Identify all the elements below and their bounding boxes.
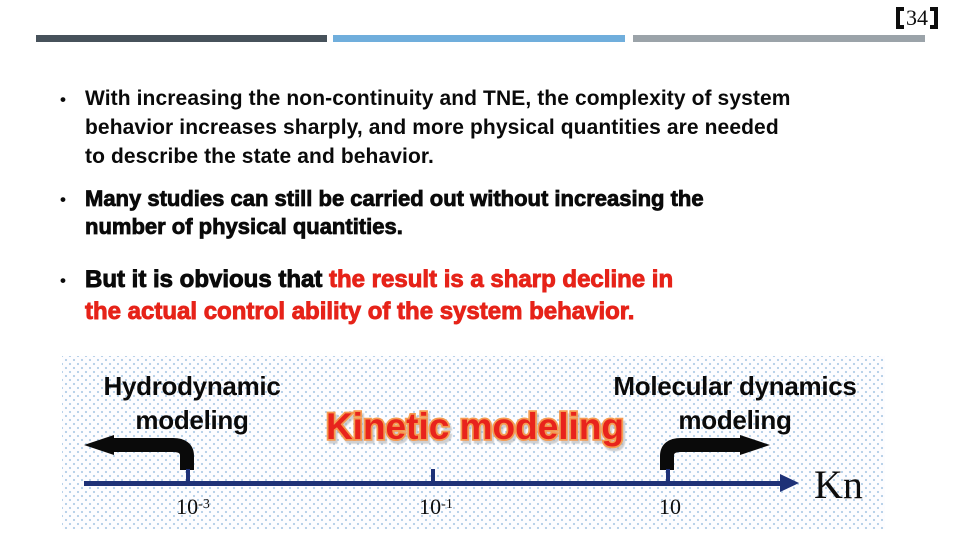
bullet-2-line-2: number of physical quantities. — [85, 214, 403, 239]
bullet-item-3 — [60, 264, 905, 328]
kn-axis-label: Kn — [814, 462, 863, 507]
tick-3-base: 10 — [659, 494, 681, 519]
tick-2-base: 10 — [419, 494, 442, 519]
axis-tick-3 — [666, 469, 670, 483]
curved-arrow-left-icon — [82, 433, 200, 470]
tick-1-exponent: -3 — [198, 497, 210, 512]
axis-tick-1 — [186, 469, 190, 483]
molecular-label-line-1: Molecular dynamics — [613, 371, 857, 401]
molecular-dynamics-modeling-label — [590, 369, 880, 437]
bullet-1-line-1: With increasing the non-continuity and TNE, the complexity of system — [85, 87, 791, 110]
bullet-item-1 — [60, 84, 905, 171]
left-lenticular-bracket-icon — [896, 7, 904, 29]
bullet-marker: • — [60, 190, 66, 209]
kn-axis-arrowhead-icon — [780, 474, 799, 492]
axis-tick-label-2 — [401, 494, 471, 520]
bullet-3-red-segment-1: the result is a sharp decline in — [329, 266, 674, 293]
tick-1-base: 10 — [176, 494, 199, 519]
bullet-list — [60, 84, 905, 328]
header-bar-dark — [36, 35, 327, 42]
page-number-value: 34 — [906, 5, 928, 30]
bullet-3-line-1 — [85, 264, 905, 296]
kinetic-modeling-label: Kinetic modeling — [325, 406, 625, 447]
hydrodynamic-label-line-1: Hydrodynamic — [103, 371, 281, 401]
curved-arrow-right-icon — [654, 435, 774, 470]
bullet-3-black-segment: But it is obvious that — [85, 266, 329, 293]
bullet-2-line-1: Many studies can still be carried out without increasing the — [85, 186, 704, 211]
knudsen-diagram-panel — [62, 356, 885, 529]
bullet-marker: • — [60, 271, 66, 290]
header-bar-gray — [633, 35, 925, 42]
page-number — [896, 6, 938, 30]
bullet-marker: • — [60, 90, 67, 109]
tick-2-exponent: -1 — [441, 497, 453, 512]
right-lenticular-bracket-icon — [930, 7, 938, 29]
header-bar-blue — [333, 35, 625, 42]
molecular-label-line-2: modeling — [678, 405, 792, 435]
bullet-item-2 — [60, 185, 905, 241]
axis-tick-2 — [431, 469, 435, 483]
bullet-1-line-2: behavior increases sharply, and more physical quantities are needed — [85, 116, 779, 139]
bullet-1-line-3: to describe the state and behavior. — [85, 145, 434, 168]
hydrodynamic-modeling-label — [72, 369, 312, 437]
axis-tick-label-1 — [158, 494, 228, 520]
hydrodynamic-label-line-2: modeling — [135, 405, 249, 435]
bullet-3-red-segment-2: the actual control ability of the system behavior. — [85, 298, 635, 325]
axis-tick-label-3 — [635, 494, 705, 520]
